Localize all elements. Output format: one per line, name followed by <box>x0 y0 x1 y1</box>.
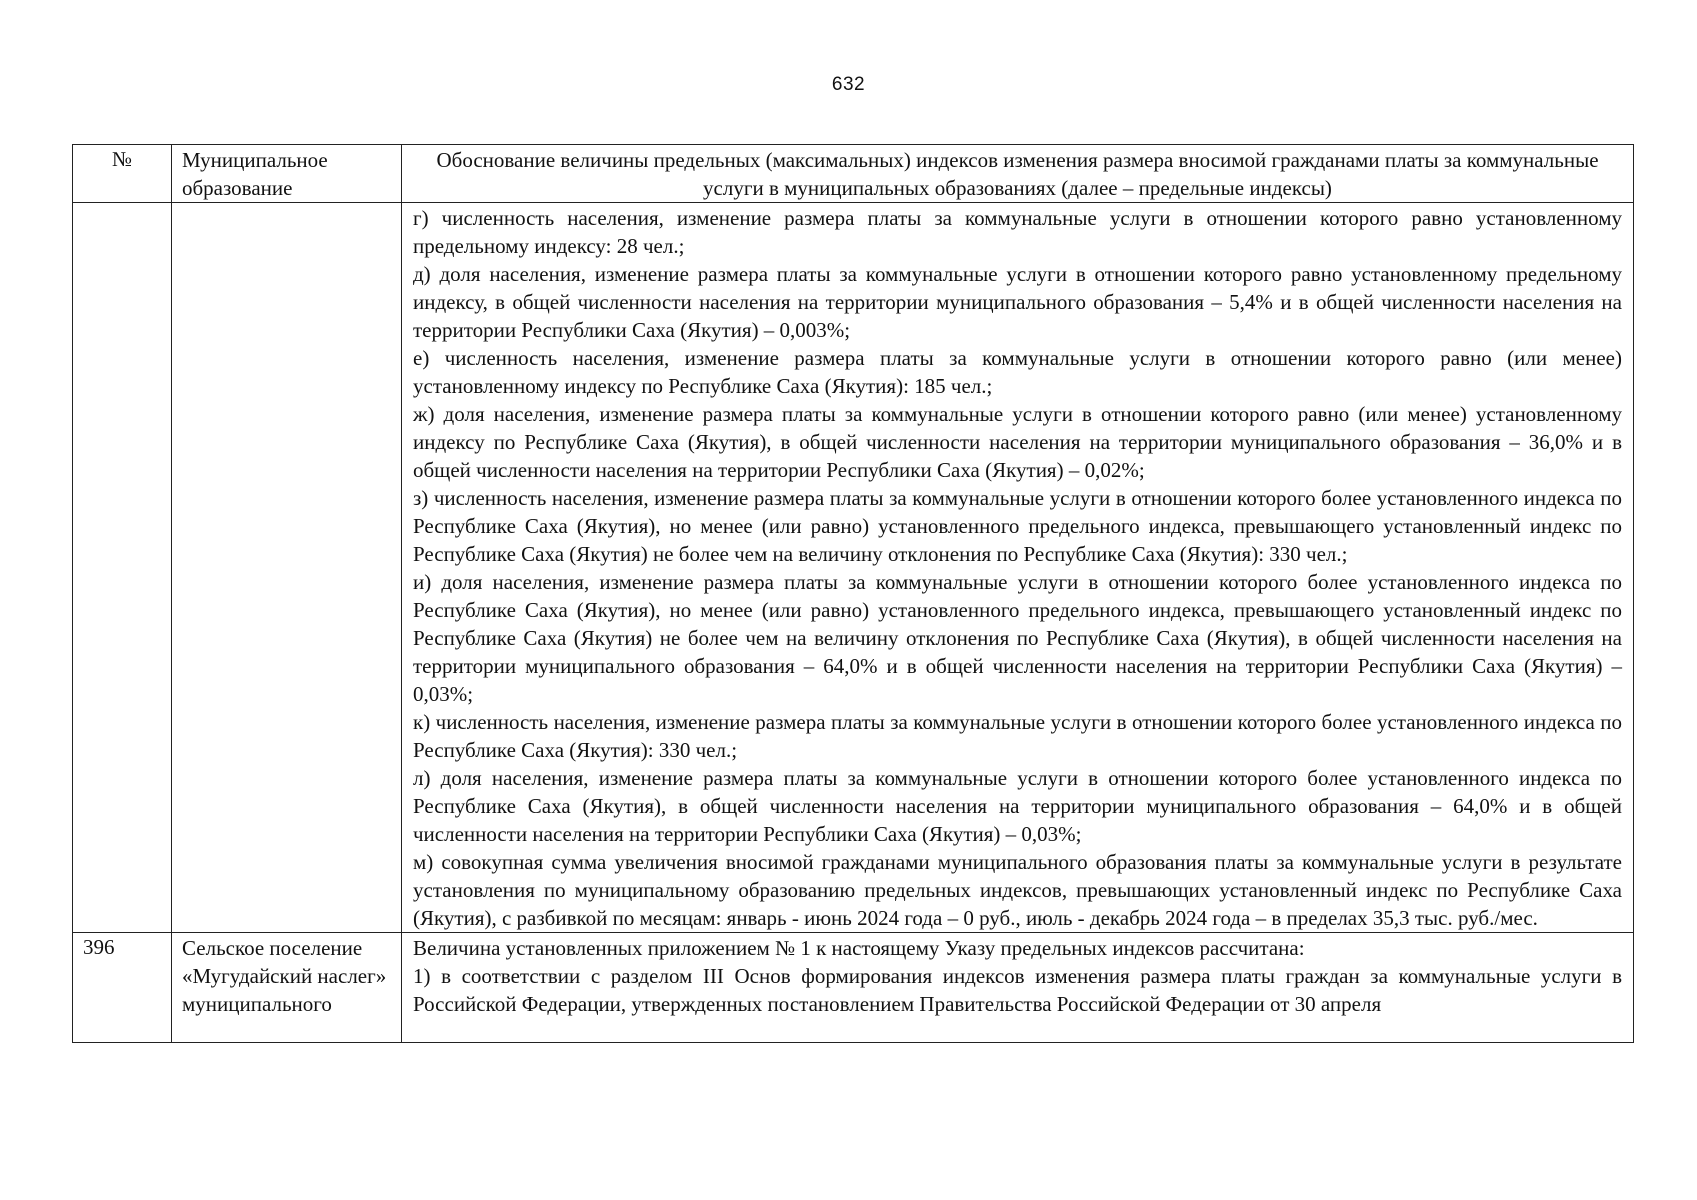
row-municipality-cell <box>172 203 402 933</box>
row-justification-cell <box>402 203 1634 933</box>
header-municipality: Муниципальное образование <box>172 145 402 203</box>
row-number-cell <box>73 203 172 933</box>
justification-paragraph: г) численность населения, изменение размера платы за коммунальные услуги в отношении которого равно установленному предельному индексу: 28 чел.; <box>413 206 1622 258</box>
row-municipality-cell: Сельское поселение «Мугудайский наслег» муниципального <box>172 933 402 1043</box>
header-number: № <box>73 145 172 203</box>
row-number-cell: 396 <box>73 933 172 1043</box>
justification-paragraph: к) численность населения, изменение размера платы за коммунальные услуги в отношении которого более установленного индекса по Республике Саха (Якутия): 330 чел.; <box>413 710 1622 762</box>
justification-paragraph: е) численность населения, изменение размера платы за коммунальные услуги в отношении которого равно (или менее) установленному индексу по Республике Саха (Якутия): 185 чел.; <box>413 346 1622 398</box>
header-justification: Обоснование величины предельных (максимальных) индексов изменения размера вносимой гражданами платы за коммунальные услуги в муниципальных образованиях (далее – предельные индексы) <box>402 145 1634 203</box>
justification-paragraph: з) численность населения, изменение размера платы за коммунальные услуги в отношении которого более установленного индекса по Республике Саха (Якутия), но менее (или равно) установленного предельного индекса, превышающего установленный индекс по Республике Саха (Якутия) не более чем на величину отклонения по Республике Саха (Якутия): 330 чел.; <box>413 486 1622 566</box>
justification-paragraph: л) доля населения, изменение размера платы за коммунальные услуги в отношении которого более установленного индекса по Республике Саха (Якутия), в общей численности населения на территории муниципального образования – 64,0% и в общей численности населения на территории Республики Саха (Якутия) – 0,03%; <box>413 766 1622 846</box>
table-row <box>73 203 1634 933</box>
page-number: 632 <box>831 74 866 95</box>
justification-paragraph: Величина установленных приложением № 1 к настоящему Указу предельных индексов рассчитана: <box>413 936 1305 960</box>
table-header-row <box>73 145 1634 203</box>
justification-paragraph: ж) доля населения, изменение размера платы за коммунальные услуги в отношении которого равно (или менее) установленному индексу по Республике Саха (Якутия), в общей численности населения на территории муниципального образования – 36,0% и в общей численности населения на территории Республики Саха (Якутия) – 0,02%; <box>413 402 1622 482</box>
justification-paragraph: 1) в соответствии с разделом III Основ формирования индексов изменения размера платы граждан за коммунальные услуги в Российской Федерации, утвержденных постановлением Правительства Российской Федерации от 30 апреля <box>413 964 1622 1016</box>
justification-paragraph: д) доля населения, изменение размера платы за коммунальные услуги в отношении которого равно установленному предельному индексу, в общей численности населения на территории муниципального образования – 5,4% и в общей численности населения на территории Республики Саха (Якутия) – 0,003%; <box>413 262 1622 342</box>
justification-table <box>72 144 1634 1043</box>
justification-paragraph: м) совокупная сумма увеличения вносимой гражданами муниципального образования платы за коммунальные услуги в результате установления по муниципальному образованию предельных индексов, превышающих установленный индекс по Республике Саха (Якутия), с разбивкой по месяцам: январь - июнь 2024 года – 0 руб., июль - декабрь 2024 года – в пределах 35,3 тыс. руб./мес. <box>413 850 1622 930</box>
justification-paragraph: и) доля населения, изменение размера платы за коммунальные услуги в отношении которого более установленного индекса по Республике Саха (Якутия), но менее (или равно) установленного предельного индекса, превышающего установленный индекс по Республике Саха (Якутия) не более чем на величину отклонения по Республике Саха (Якутия), в общей численности населения на территории муниципального образования – 64,0% и в общей численности населения на территории Республики Саха (Якутия) – 0,03%; <box>413 570 1622 706</box>
row-justification-cell <box>402 933 1634 1043</box>
table-row <box>73 933 1634 1043</box>
